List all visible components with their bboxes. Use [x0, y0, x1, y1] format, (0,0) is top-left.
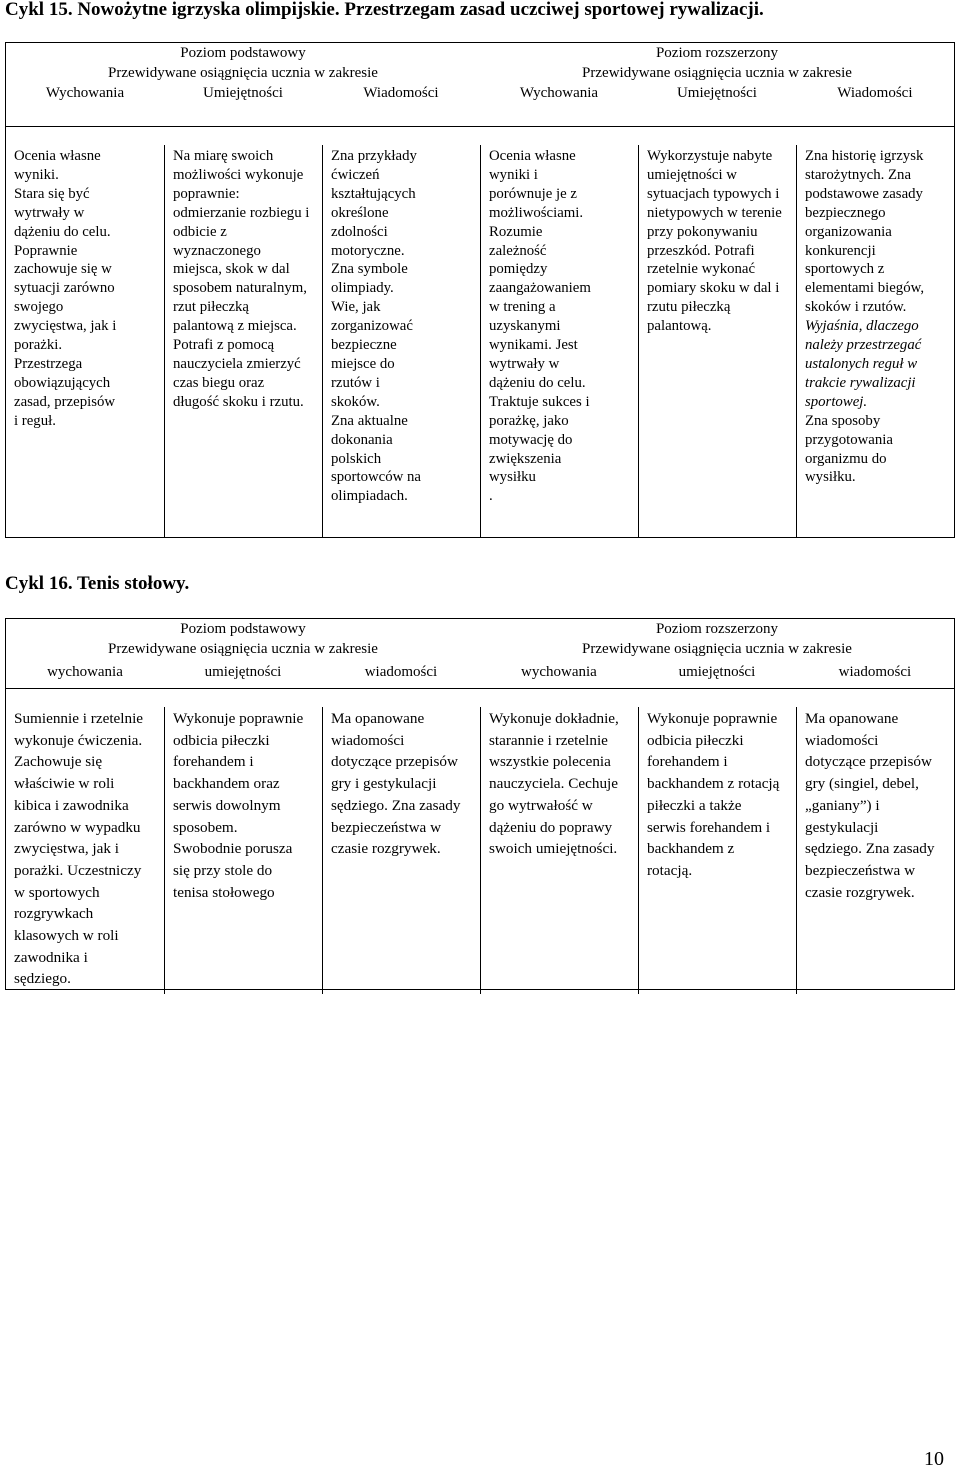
column-header: Umiejętności — [676, 85, 757, 101]
column-header: Wiadomości — [363, 85, 439, 101]
table-cell: Zna przykłady ćwiczeń kształtujących określone zdolności motoryczne. Zna symbole olimpiady. Wie, jak zorganizować bezpieczne miejsce do rzutów i skoków. Zna aktualne dokonania polskich sportowców na olimpiadach. — [322, 145, 480, 537]
table-cell: Ma opanowane wiadomości dotyczące przepisów gry (singiel, debel, „ganiany”) i gestykulacji sędziego. Zna zasady bezpieczeństwa w czasie rozgrywek. — [796, 707, 954, 994]
basic-expected-heading: Przewidywane osiągnięcia ucznia w zakresie — [108, 641, 378, 657]
basic-expected-heading: Przewidywane osiągnięcia ucznia w zakresie — [108, 65, 378, 81]
table-cell: Ocenia własne wyniki. Stara się być wytrwały w dążeniu do celu. Poprawnie zachowuje się w sytuacji zarówno swojego zwycięstwa, jak i porażki. Przestrzega obowiązujących zasad, przepisów i reguł. — [14, 148, 117, 429]
cycle16-table-body — [5, 688, 955, 990]
cell-italic-text: Wyjaśnia, dlaczego należy przestrzegać ustalonych reguł w trakcie rywalizacji sportowej. — [805, 318, 922, 410]
cell-text: Zna sposoby przygotowania organizmu do wysiłku. — [805, 412, 893, 486]
table-cell: Wykonuje poprawnie odbicia piłeczki forehandem i backhandem z rotacją piłeczki a także serwis forehandem i backhandem z rotacją. — [638, 707, 796, 994]
table-cell: Sumiennie i rzetelnie wykonuje ćwiczenia. Zachowuje się właściwie w roli kibica i zawodnika zarówno w wypadku zwycięstwa, jak i porażki. Uczestniczy w sportowych rozgrywkach klasowych w roli zawodnika i sędziego. — [14, 710, 144, 988]
extended-level-heading: Poziom rozszerzony — [655, 45, 779, 61]
column-header: Wiadomości — [837, 85, 913, 101]
cycle16-title: Cykl 16. Tenis stołowy. — [5, 573, 190, 594]
table-cell: Wykonuje poprawnie odbicia piłeczki forehandem i backhandem oraz serwis dowolnym sposobem. Swobodnie porusza się przy stole do tenisa stołowego — [164, 707, 322, 994]
column-header: wiadomości — [838, 664, 912, 680]
cycle15-table-body — [5, 126, 955, 538]
extended-level-heading: Poziom rozszerzony — [655, 621, 779, 637]
column-header: Wychowania — [519, 85, 599, 101]
table-cell: Ocenia własne wyniki i porównuje je z możliwościami. Rozumie zależność pomiędzy zaangażowaniem w trening a uzyskanymi wynikami. Jest wytrwały w dążeniu do celu. Traktuje sukces i porażkę, jako motywację do zwiększenia wysiłku . — [480, 145, 638, 537]
basic-level-heading: Poziom podstawowy — [180, 621, 306, 637]
extended-expected-heading: Przewidywane osiągnięcia ucznia w zakresie — [582, 641, 852, 657]
extended-expected-heading: Przewidywane osiągnięcia ucznia w zakresie — [582, 65, 852, 81]
basic-level-heading: Poziom podstawowy — [180, 45, 306, 61]
column-header: wychowania — [47, 664, 123, 680]
table-cell-knowledge — [796, 145, 954, 537]
column-header: wiadomości — [364, 664, 438, 680]
cycle15-title: Cykl 15. Nowożytne igrzyska olimpijskie. Przestrzegam zasad uczciwej sportowej rywalizacji. — [5, 0, 764, 20]
cycle16-table-header — [5, 618, 955, 688]
page-number: 10 — [924, 1448, 944, 1470]
table-cell: Na miarę swoich możliwości wykonuje poprawnie: odmierzanie rozbiegu i odbicie z wyznaczonego miejsca, skok w dal sposobem naturalnym, rzut piłeczką palantową z miejsca. Potrafi z pomocą nauczyciela zmierzyć czas biegu oraz długość skoku i rzutu. — [164, 145, 322, 537]
table-cell: Wykonuje dokładnie, starannie i rzetelnie wszystkie polecenia nauczyciela. Cechuje go wytrwałość w dążeniu do poprawy swoich umiejętności. — [480, 707, 638, 994]
column-header: Umiejętności — [202, 85, 283, 101]
cell-text: Zna historię igrzysk starożytnych. Zna podstawowe zasady bezpiecznego organizowania konkurencji sportowych z elementami biegów, skoków i rzutów. — [805, 148, 925, 316]
column-header: Wychowania — [45, 85, 125, 101]
column-header: umiejętności — [204, 664, 282, 680]
table-cell: Ma opanowane wiadomości dotyczące przepisów gry i gestykulacji sędziego. Zna zasady bezpieczeństwa w czasie rozgrywek. — [322, 707, 480, 994]
column-header: wychowania — [521, 664, 597, 680]
table-cell: Wykorzystuje nabyte umiejętności w sytuacjach typowych i nietypowych w terenie przy pokonywaniu przeszkód. Potrafi rzetelnie wykonać pomiary skoku w dal i rzutu piłeczką palantową. — [638, 145, 796, 537]
column-header: umiejętności — [678, 664, 756, 680]
cycle15-table-header — [5, 42, 955, 126]
cycle15-table — [5, 42, 955, 538]
cycle16-table — [5, 618, 955, 990]
